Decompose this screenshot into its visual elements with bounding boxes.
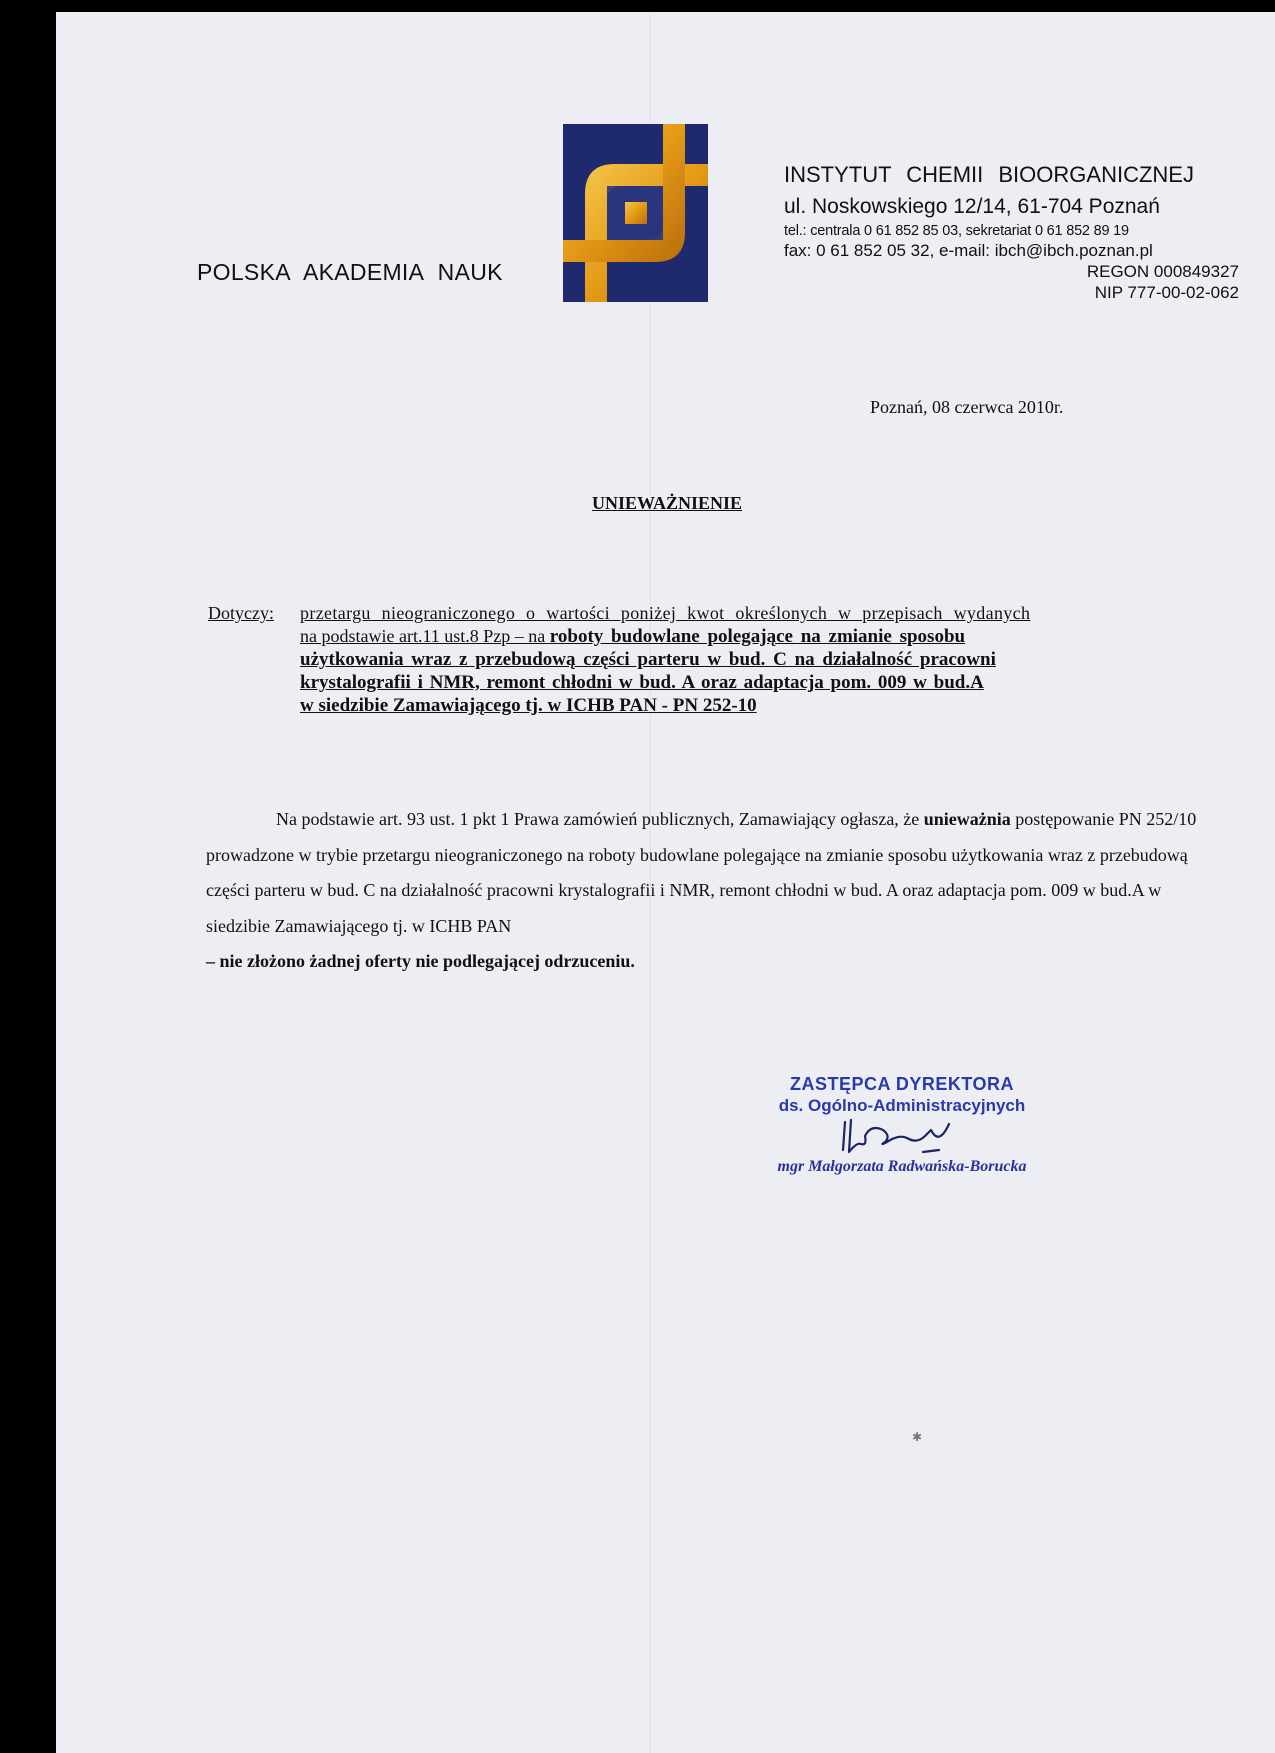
subject-block	[208, 602, 1208, 717]
document-title: UNIEWAŻNIENIE	[592, 493, 743, 513]
date-line: Poznań, 08 czerwca 2010r.	[870, 397, 1064, 417]
academy-name: POLSKA AKADEMIA NAUK	[197, 259, 503, 285]
signature-block	[752, 1074, 1052, 1176]
signatory-role: ZASTĘPCA DYREKTORA	[789, 1074, 1014, 1094]
body-part-2: postępowanie PN 252/10 prowadzone w trybie przetargu nieograniczonego na roboty budowlane polegające na zmianie sposobu użytkowania wraz z przebudową części parteru w bud. C na działalność pracowni krystalografii i NMR, remont chłodni w bud. A oraz adaptacja pom. 009 w bud.A w siedzibie Zamawiającego tj. w ICHB PAN	[206, 809, 1197, 936]
subject-line-4: krystalografii i NMR, remont chłodni w bud. A oraz adaptacja pom. 009 w bud.A	[300, 672, 984, 693]
subject-label: Dotyczy:	[208, 603, 274, 623]
subject-line-3: użytkowania wraz z przebudową części parteru w bud. C na działalność pracowni	[300, 649, 996, 670]
subject-line-2-bold: roboty budowlane polegające na zmianie sposobu	[549, 626, 966, 647]
institute-phones: tel.: centrala 0 61 852 85 03, sekretariat 0 61 852 89 19	[784, 223, 1129, 239]
body-paragraph	[206, 802, 1214, 980]
body-bold-2: – nie złożono żadnej oferty nie podlegającej odrzuceniu.	[206, 951, 635, 971]
scan-speck: ✱	[912, 1430, 923, 1444]
ibch-logo-icon	[563, 124, 708, 302]
institute-nip: NIP 777-00-02-062	[1094, 283, 1239, 302]
body-part-1: Na podstawie art. 93 ust. 1 pkt 1 Prawa zamówień publicznych, Zamawiający ogłasza, że	[276, 809, 924, 829]
signatory-department: ds. Ogólno-Administracyjnych	[778, 1096, 1026, 1115]
logo-core	[625, 202, 647, 224]
institute-header	[784, 162, 1239, 303]
letter-page	[56, 12, 1275, 1753]
subject-line-2-plain: na podstawie art.11 ust.8 Pzp – na	[300, 626, 550, 646]
signatory-name: mgr Małgorzata Radwańska-Borucka	[777, 1158, 1027, 1175]
subject-line-5: w siedzibie Zamawiającego tj. w ICHB PAN - PN 252-10	[300, 695, 757, 716]
handwritten-signature-icon	[827, 1116, 977, 1158]
subject-line-1: przetargu nieograniczonego o wartości poniżej kwot określonych w przepisach wydanych	[300, 603, 1031, 623]
institute-fax-email: fax: 0 61 852 05 32, e-mail: ibch@ibch.poznan.pl	[784, 241, 1153, 260]
institute-name: INSTYTUT CHEMII BIOORGANICZNEJ	[784, 162, 1194, 187]
subject-line-2	[208, 625, 1208, 648]
body-text	[206, 802, 1214, 980]
institute-regon: REGON 000849327	[1086, 262, 1239, 281]
institute-address: ul. Noskowskiego 12/14, 61-704 Poznań	[784, 195, 1160, 218]
body-bold-1: unieważnia	[923, 809, 1011, 829]
